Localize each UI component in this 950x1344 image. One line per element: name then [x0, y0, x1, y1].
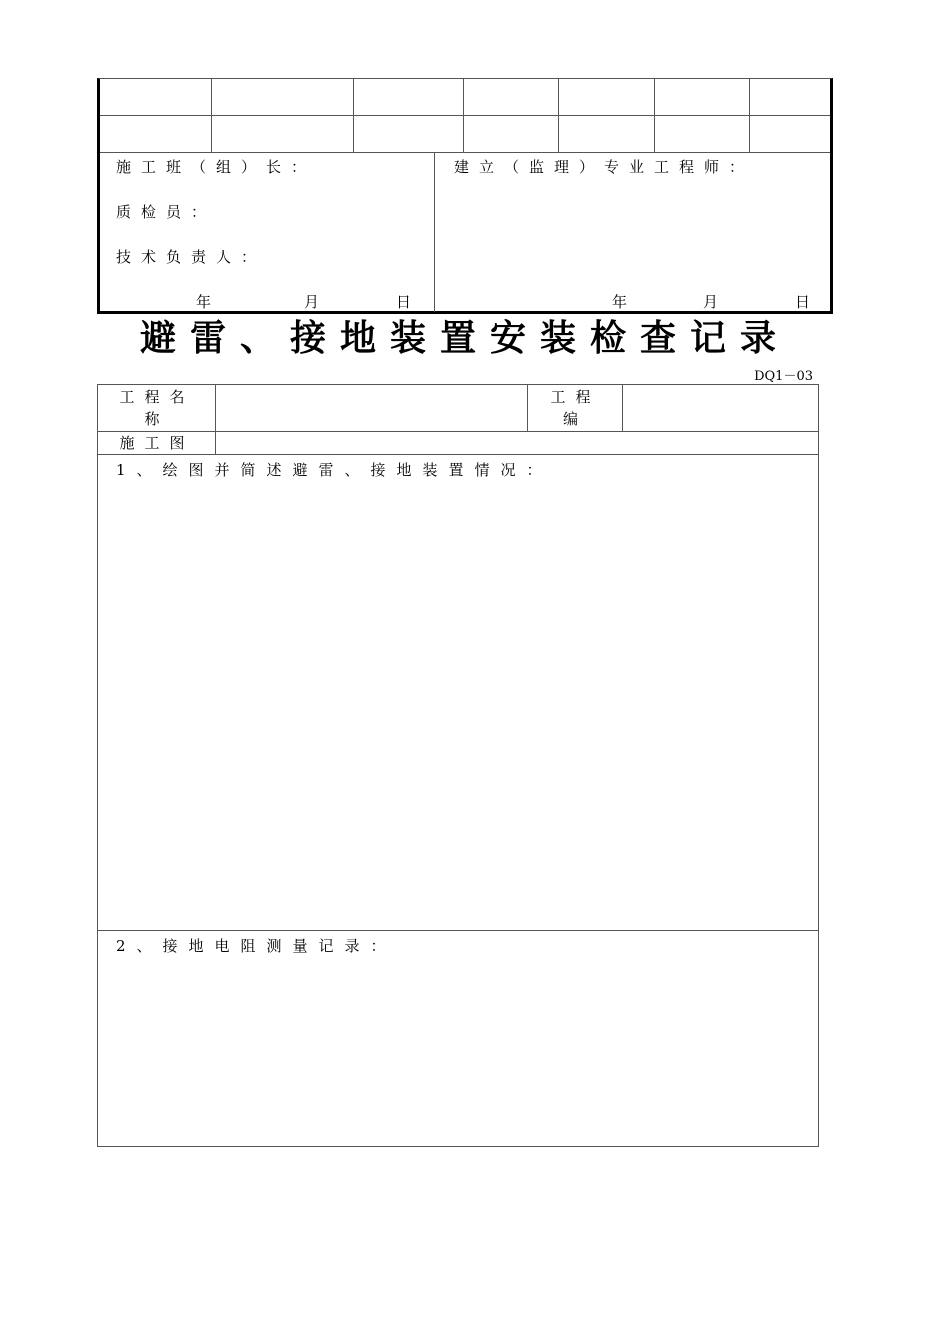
date-month-label: 月 [703, 293, 719, 311]
table-cell[interactable] [559, 116, 655, 152]
date-year-label: 年 [196, 293, 212, 311]
supervisor-signature-block [435, 153, 831, 312]
project-name-label-cell [98, 385, 216, 431]
project-number-label: 工程 [550, 388, 601, 406]
table-row [100, 79, 830, 116]
page-title: 避雷、接地装置安装检查记录 [139, 318, 790, 359]
drawing-row [98, 432, 818, 455]
project-name-label: 工程名 [119, 388, 195, 406]
date-day-label: 日 [396, 293, 412, 311]
table-cell[interactable] [655, 79, 750, 115]
team-leader-label: 施工班（组）长： [116, 158, 317, 176]
drawing-label: 施工图 [119, 434, 195, 452]
project-number-label-cont: 编 [562, 410, 588, 428]
date-year-label: 年 [612, 293, 628, 311]
table-cell[interactable] [212, 79, 354, 115]
date-day-label: 日 [795, 293, 811, 311]
date-month-label: 月 [304, 293, 320, 311]
table-cell[interactable] [100, 79, 212, 115]
section-1-area[interactable] [98, 455, 818, 931]
project-info-row [98, 385, 818, 432]
form-code: DQ1－03 [754, 369, 813, 384]
table-row [100, 116, 830, 153]
project-name-label-cont: 称 [144, 410, 170, 428]
table-cell[interactable] [559, 79, 655, 115]
construction-signature-block [100, 153, 435, 312]
section-2-area[interactable] [98, 931, 818, 1146]
inspector-label: 质检员： [116, 203, 217, 221]
table-cell[interactable] [354, 79, 464, 115]
section-2-label: 2、接地电阻测量记录： [116, 937, 397, 955]
previous-record-table [97, 78, 833, 314]
tech-lead-label: 技术负责人： [116, 248, 267, 266]
table-cell[interactable] [464, 116, 559, 152]
supervisor-label: 建立（监理）专业工程师： [454, 158, 755, 176]
project-number-field[interactable] [623, 385, 818, 431]
table-cell[interactable] [655, 116, 750, 152]
table-cell[interactable] [464, 79, 559, 115]
drawing-field[interactable] [216, 432, 818, 454]
project-number-label-cell [528, 385, 623, 431]
previous-record-grid [100, 79, 830, 153]
table-cell[interactable] [100, 116, 212, 152]
inspection-form [97, 384, 819, 1147]
project-name-field[interactable] [216, 385, 528, 431]
section-1-label: 1、绘图并简述避雷、接地装置情况： [116, 461, 553, 479]
table-cell[interactable] [354, 116, 464, 152]
table-cell[interactable] [212, 116, 354, 152]
drawing-label-cell [98, 432, 216, 454]
